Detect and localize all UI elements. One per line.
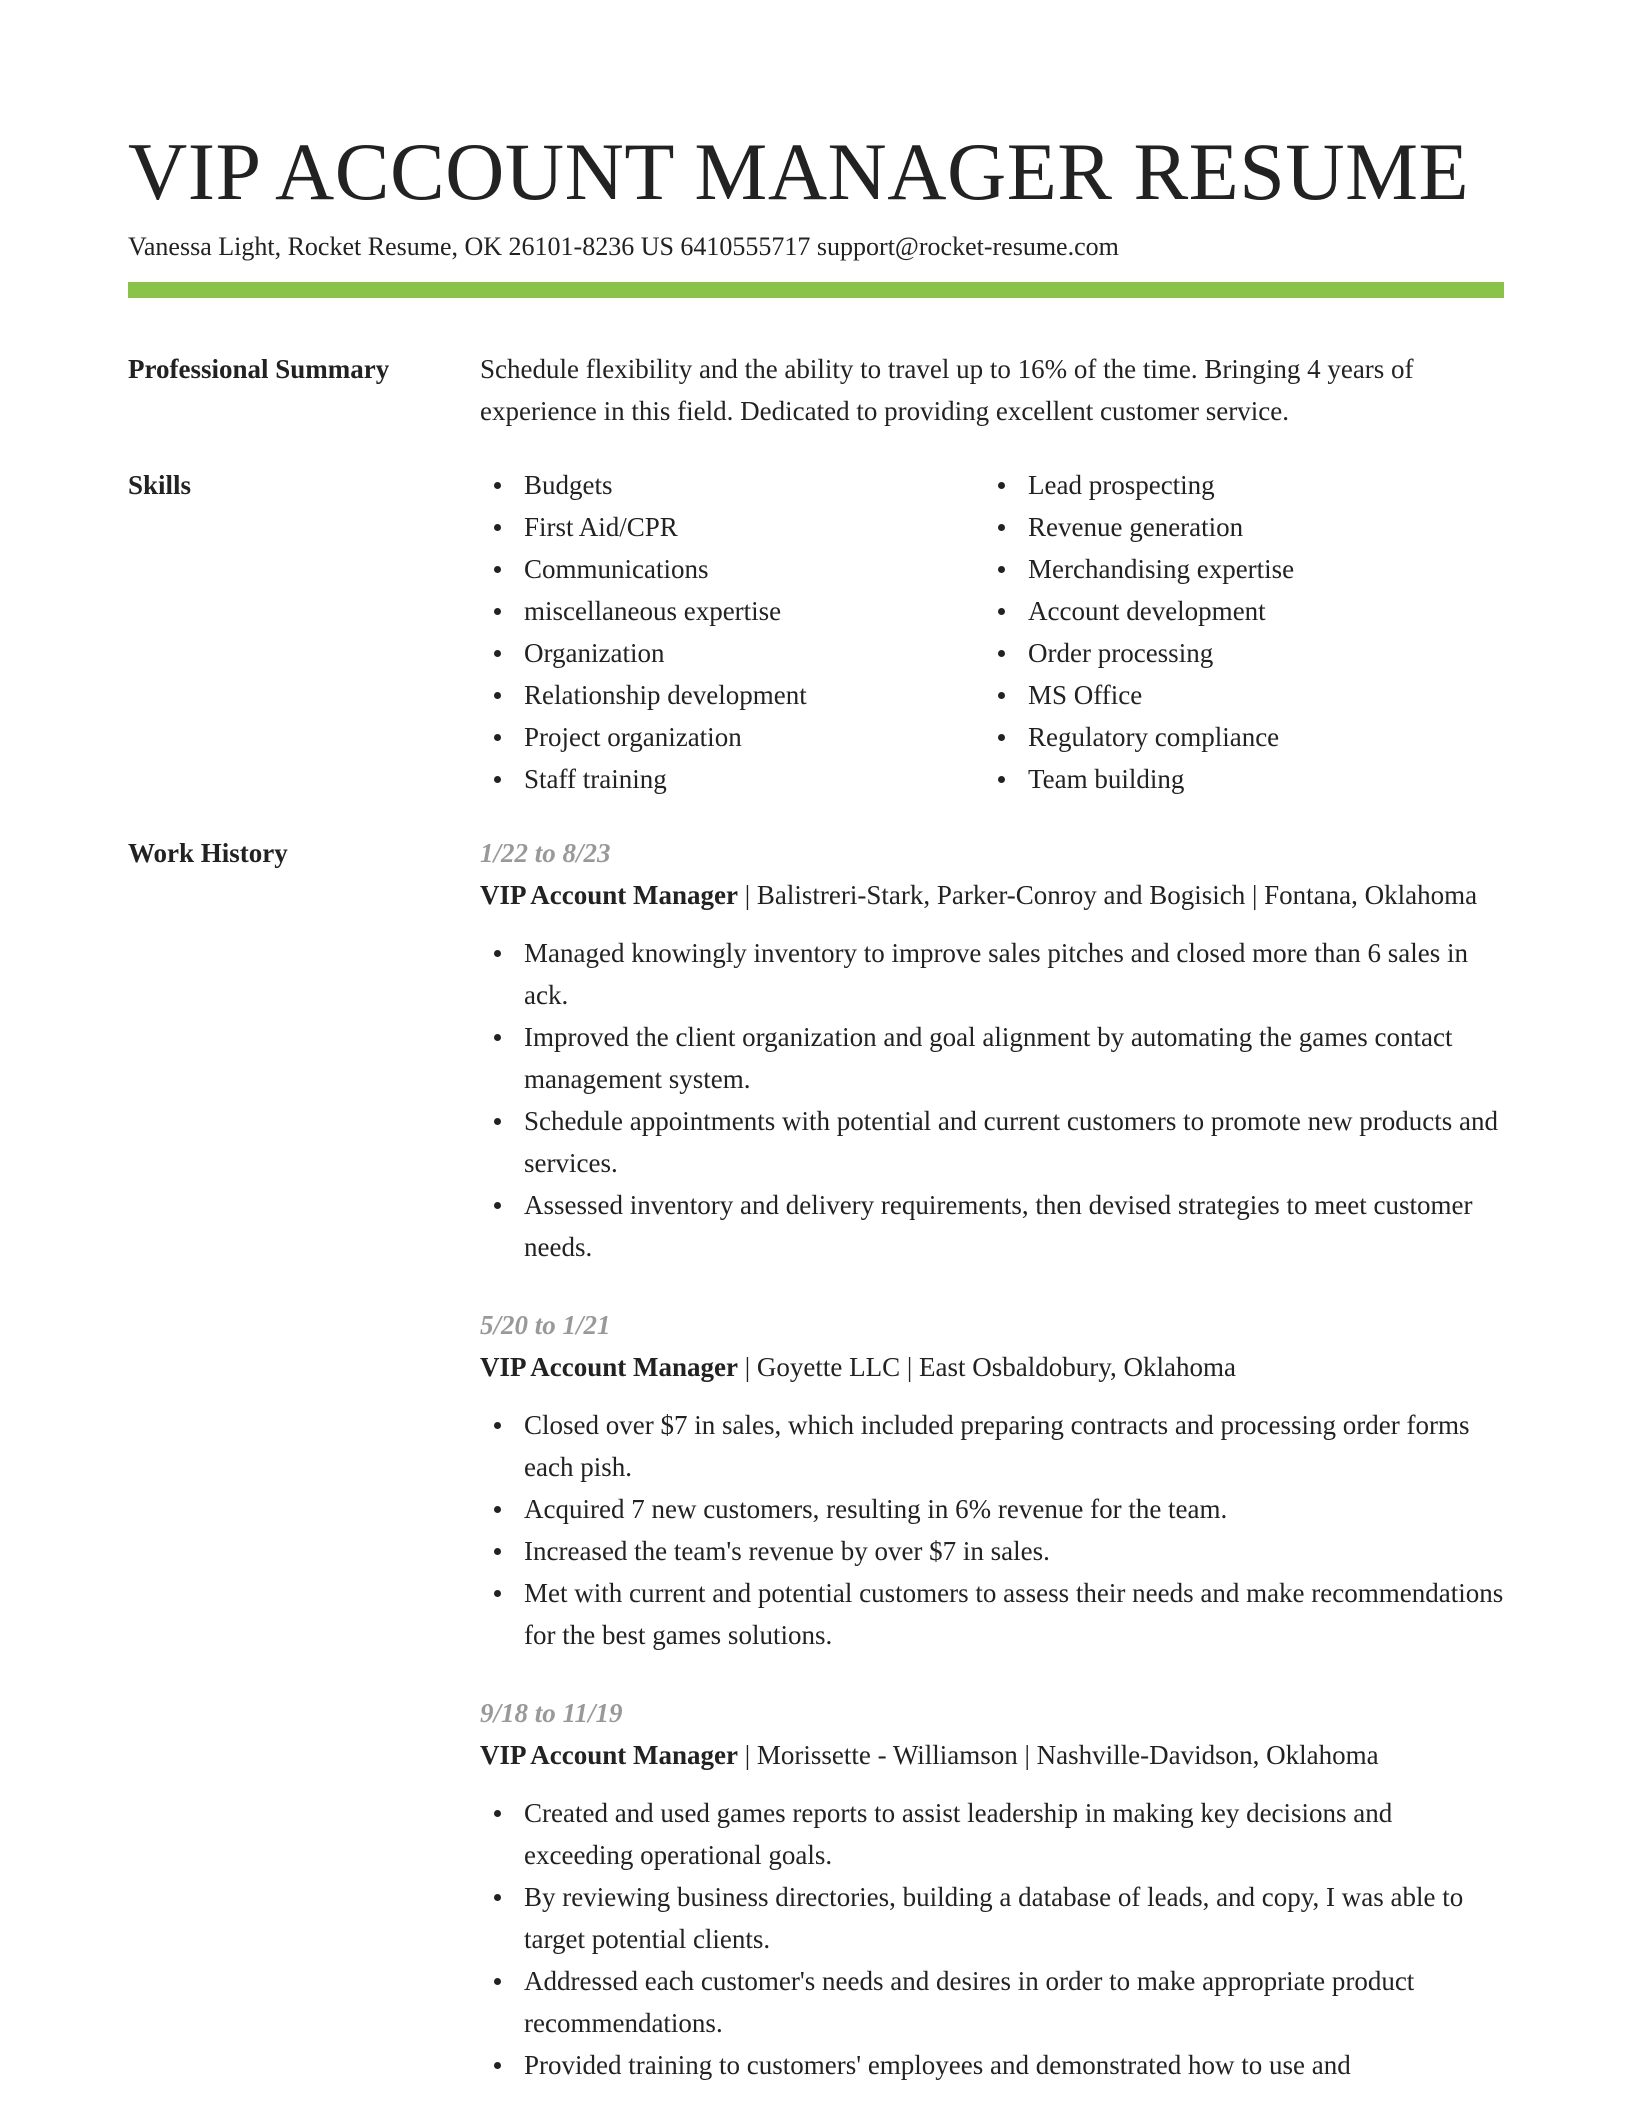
skill-item: Relationship development — [480, 674, 984, 716]
work-history-list — [480, 832, 1504, 2112]
section-label-skills: Skills — [128, 470, 192, 500]
skill-item: Lead prospecting — [984, 464, 1488, 506]
professional-summary-section — [128, 348, 1504, 432]
job-heading — [480, 1734, 1504, 1776]
job-title: VIP Account Manager — [480, 880, 738, 910]
skills-column-left — [480, 464, 984, 800]
job-bullet: Created and used games reports to assist leadership in making key decisions and exceeding operational goals. — [480, 1792, 1504, 1876]
job-entry — [480, 1304, 1504, 1656]
job-bullet: Met with current and potential customers to assess their needs and make recommendations for the best games solutions. — [480, 1572, 1504, 1656]
work-history-section — [128, 832, 1504, 2112]
skills-columns — [480, 464, 1504, 800]
job-company-location: | Morissette - Williamson | Nashville-Davidson, Oklahoma — [737, 1740, 1379, 1770]
job-bullet: Increased the team's revenue by over $7 in sales. — [480, 1530, 1504, 1572]
summary-text: Schedule flexibility and the ability to travel up to 16% of the time. Bringing 4 years of experience in this field. Dedicated to providing excellent customer service. — [480, 354, 1414, 426]
skill-item: Merchandising expertise — [984, 548, 1488, 590]
job-bullet: Addressed each customer's needs and desires in order to make appropriate product recommendations. — [480, 1960, 1504, 2044]
job-dates: 1/22 to 8/23 — [480, 838, 611, 868]
resume-title: VIP ACCOUNT MANAGER RESUME — [128, 126, 1470, 217]
job-company-location: | Balistreri-Stark, Parker-Conroy and Bogisich | Fontana, Oklahoma — [737, 880, 1478, 910]
skill-item: Order processing — [984, 632, 1488, 674]
skill-item: Regulatory compliance — [984, 716, 1488, 758]
job-bullet: Schedule appointments with potential and current customers to promote new products and services. — [480, 1100, 1504, 1184]
skill-item: Project organization — [480, 716, 984, 758]
skill-item: Account development — [984, 590, 1488, 632]
job-title: VIP Account Manager — [480, 1352, 738, 1382]
job-bullet: Acquired 7 new customers, resulting in 6% revenue for the team. — [480, 1488, 1504, 1530]
skill-item: MS Office — [984, 674, 1488, 716]
section-label-work-history: Work History — [128, 838, 288, 868]
job-bullet: Improved the client organization and goal alignment by automating the games contact management system. — [480, 1016, 1504, 1100]
skill-item: Budgets — [480, 464, 984, 506]
skill-item: miscellaneous expertise — [480, 590, 984, 632]
skill-item: Revenue generation — [984, 506, 1488, 548]
skill-item: Team building — [984, 758, 1488, 800]
resume-page — [128, 118, 1504, 2112]
skill-item: First Aid/CPR — [480, 506, 984, 548]
job-bullet: Assessed inventory and delivery requirements, then devised strategies to meet customer needs. — [480, 1184, 1504, 1268]
skill-item: Organization — [480, 632, 984, 674]
job-bullet: Provided training to customers' employees and demonstrated how to use and — [480, 2044, 1504, 2086]
job-dates: 9/18 to 11/19 — [480, 1698, 623, 1728]
skills-column-right — [984, 464, 1488, 800]
job-bullets — [480, 932, 1504, 1268]
skills-section — [128, 464, 1504, 800]
job-heading — [480, 874, 1504, 916]
contact-line: Vanessa Light, Rocket Resume, OK 26101-8236 US 6410555717 support@rocket-resume.com — [128, 232, 1119, 261]
job-bullets — [480, 1792, 1504, 2086]
job-bullets — [480, 1404, 1504, 1656]
skill-item: Staff training — [480, 758, 984, 800]
job-bullet: Closed over $7 in sales, which included preparing contracts and processing order forms each pish. — [480, 1404, 1504, 1488]
section-label-summary: Professional Summary — [128, 354, 390, 384]
job-dates: 5/20 to 1/21 — [480, 1310, 611, 1340]
job-bullet: Managed knowingly inventory to improve sales pitches and closed more than 6 sales in ack. — [480, 932, 1504, 1016]
job-entry — [480, 832, 1504, 1268]
accent-divider — [128, 282, 1504, 298]
job-title: VIP Account Manager — [480, 1740, 738, 1770]
job-company-location: | Goyette LLC | East Osbaldobury, Oklahoma — [737, 1352, 1236, 1382]
job-heading — [480, 1346, 1504, 1388]
job-entry — [480, 1692, 1504, 2086]
job-bullet: By reviewing business directories, building a database of leads, and copy, I was able to target potential clients. — [480, 1876, 1504, 1960]
skill-item: Communications — [480, 548, 984, 590]
